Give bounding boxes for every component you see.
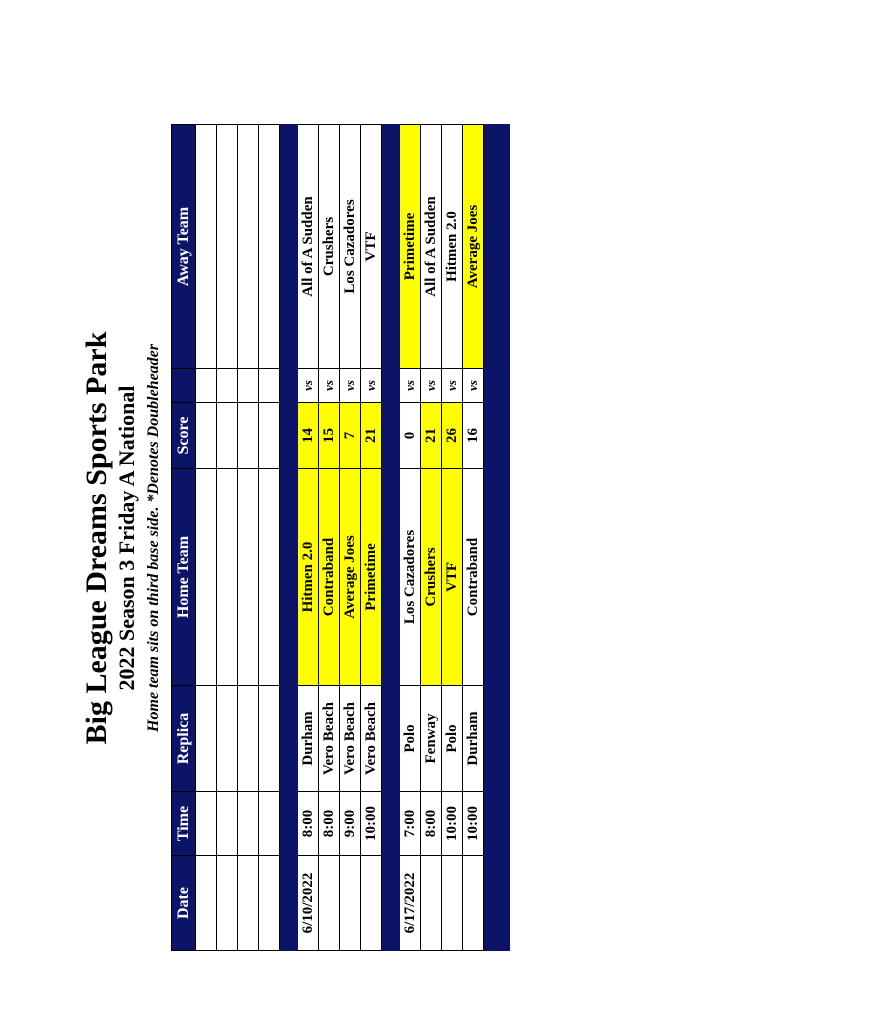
date-cell [238, 856, 259, 951]
date-cell [340, 856, 361, 951]
away-team-cell [238, 125, 259, 369]
rotated-schedule-page [80, 125, 521, 951]
score-cell [196, 403, 217, 469]
table-row [463, 125, 484, 951]
score-cell [217, 403, 238, 469]
table-row [421, 125, 442, 951]
table-row [340, 125, 361, 951]
away-team-cell: VTF [361, 125, 382, 369]
away-team-cell: All of A Sudden [298, 125, 319, 369]
score-cell [238, 403, 259, 469]
date-cell [196, 856, 217, 951]
date-cell: 6/17/2022 [400, 856, 421, 951]
away-team-cell [196, 125, 217, 369]
col-vs [172, 369, 196, 403]
vs-cell [259, 369, 280, 403]
group-separator [484, 125, 510, 951]
doubleheader-note: Home team sits on third base side. *Denotes Doubleheader [145, 344, 162, 732]
vs-cell: vs [442, 369, 463, 403]
replica-cell [259, 686, 280, 792]
col-date: Date [172, 856, 196, 951]
vs-cell [217, 369, 238, 403]
score-cell [259, 403, 280, 469]
away-team-cell [217, 125, 238, 369]
table-row [196, 125, 217, 951]
table-header-row [172, 125, 196, 951]
time-cell [196, 792, 217, 856]
home-team-cell [259, 469, 280, 686]
score-cell: 15 [319, 403, 340, 469]
replica-cell: Vero Beach [340, 686, 361, 792]
group-separator [280, 125, 298, 951]
vs-cell: vs [400, 369, 421, 403]
score-cell: 21 [421, 403, 442, 469]
replica-cell: Fenway [421, 686, 442, 792]
home-team-cell: Average Joes [340, 469, 361, 686]
away-team-cell: Hitmen 2.0 [442, 125, 463, 369]
vs-cell: vs [421, 369, 442, 403]
home-team-cell: Crushers [421, 469, 442, 686]
date-cell [463, 856, 484, 951]
date-cell [217, 856, 238, 951]
vs-cell: vs [340, 369, 361, 403]
score-cell: 0 [400, 403, 421, 469]
time-cell: 10:00 [361, 792, 382, 856]
date-cell [361, 856, 382, 951]
date-cell [259, 856, 280, 951]
table-row [217, 125, 238, 951]
score-cell: 7 [340, 403, 361, 469]
col-score: Score [172, 403, 196, 469]
home-team-cell [196, 469, 217, 686]
away-team-cell: Los Cazadores [340, 125, 361, 369]
group-separator [382, 125, 400, 951]
schedule-body [196, 125, 510, 951]
away-team-cell: Primetime [400, 125, 421, 369]
score-cell: 26 [442, 403, 463, 469]
table-row [442, 125, 463, 951]
home-team-cell: Hitmen 2.0 [298, 469, 319, 686]
time-cell: 10:00 [463, 792, 484, 856]
page-title: Big League Dreams Sports Park [80, 331, 113, 745]
replica-cell: Durham [298, 686, 319, 792]
table-row [238, 125, 259, 951]
time-cell [238, 792, 259, 856]
home-team-cell: Los Cazadores [400, 469, 421, 686]
table-row [259, 125, 280, 951]
time-cell [217, 792, 238, 856]
date-cell [319, 856, 340, 951]
col-time: Time [172, 792, 196, 856]
col-home-team: Home Team [172, 469, 196, 686]
vs-cell [196, 369, 217, 403]
score-cell: 21 [361, 403, 382, 469]
time-cell [259, 792, 280, 856]
date-cell [421, 856, 442, 951]
vs-cell: vs [298, 369, 319, 403]
table-row [319, 125, 340, 951]
vs-cell: vs [319, 369, 340, 403]
home-team-cell: Contraband [463, 469, 484, 686]
vs-cell [238, 369, 259, 403]
replica-cell: Vero Beach [319, 686, 340, 792]
date-cell: 6/10/2022 [298, 856, 319, 951]
away-team-cell: All of A Sudden [421, 125, 442, 369]
away-team-cell [259, 125, 280, 369]
time-cell: 7:00 [400, 792, 421, 856]
page-subtitle: 2022 Season 3 Friday A National [114, 385, 139, 691]
time-cell: 9:00 [340, 792, 361, 856]
table-row [298, 125, 319, 951]
replica-cell: Vero Beach [361, 686, 382, 792]
replica-cell [196, 686, 217, 792]
vs-cell: vs [361, 369, 382, 403]
col-replica: Replica [172, 686, 196, 792]
col-away-team: Away Team [172, 125, 196, 369]
score-cell: 14 [298, 403, 319, 469]
replica-cell: Polo [442, 686, 463, 792]
table-row [400, 125, 421, 951]
replica-cell: Durham [463, 686, 484, 792]
replica-cell [217, 686, 238, 792]
away-team-cell: Average Joes [463, 125, 484, 369]
score-cell: 16 [463, 403, 484, 469]
time-cell: 8:00 [421, 792, 442, 856]
away-team-cell: Crushers [319, 125, 340, 369]
time-cell: 8:00 [298, 792, 319, 856]
home-team-cell: Primetime [361, 469, 382, 686]
replica-cell: Polo [400, 686, 421, 792]
home-team-cell: Contraband [319, 469, 340, 686]
schedule-table [171, 124, 510, 951]
replica-cell [238, 686, 259, 792]
date-cell [442, 856, 463, 951]
table-row [361, 125, 382, 951]
home-team-cell [217, 469, 238, 686]
home-team-cell [238, 469, 259, 686]
time-cell: 8:00 [319, 792, 340, 856]
home-team-cell: VTF [442, 469, 463, 686]
time-cell: 10:00 [442, 792, 463, 856]
vs-cell: vs [463, 369, 484, 403]
